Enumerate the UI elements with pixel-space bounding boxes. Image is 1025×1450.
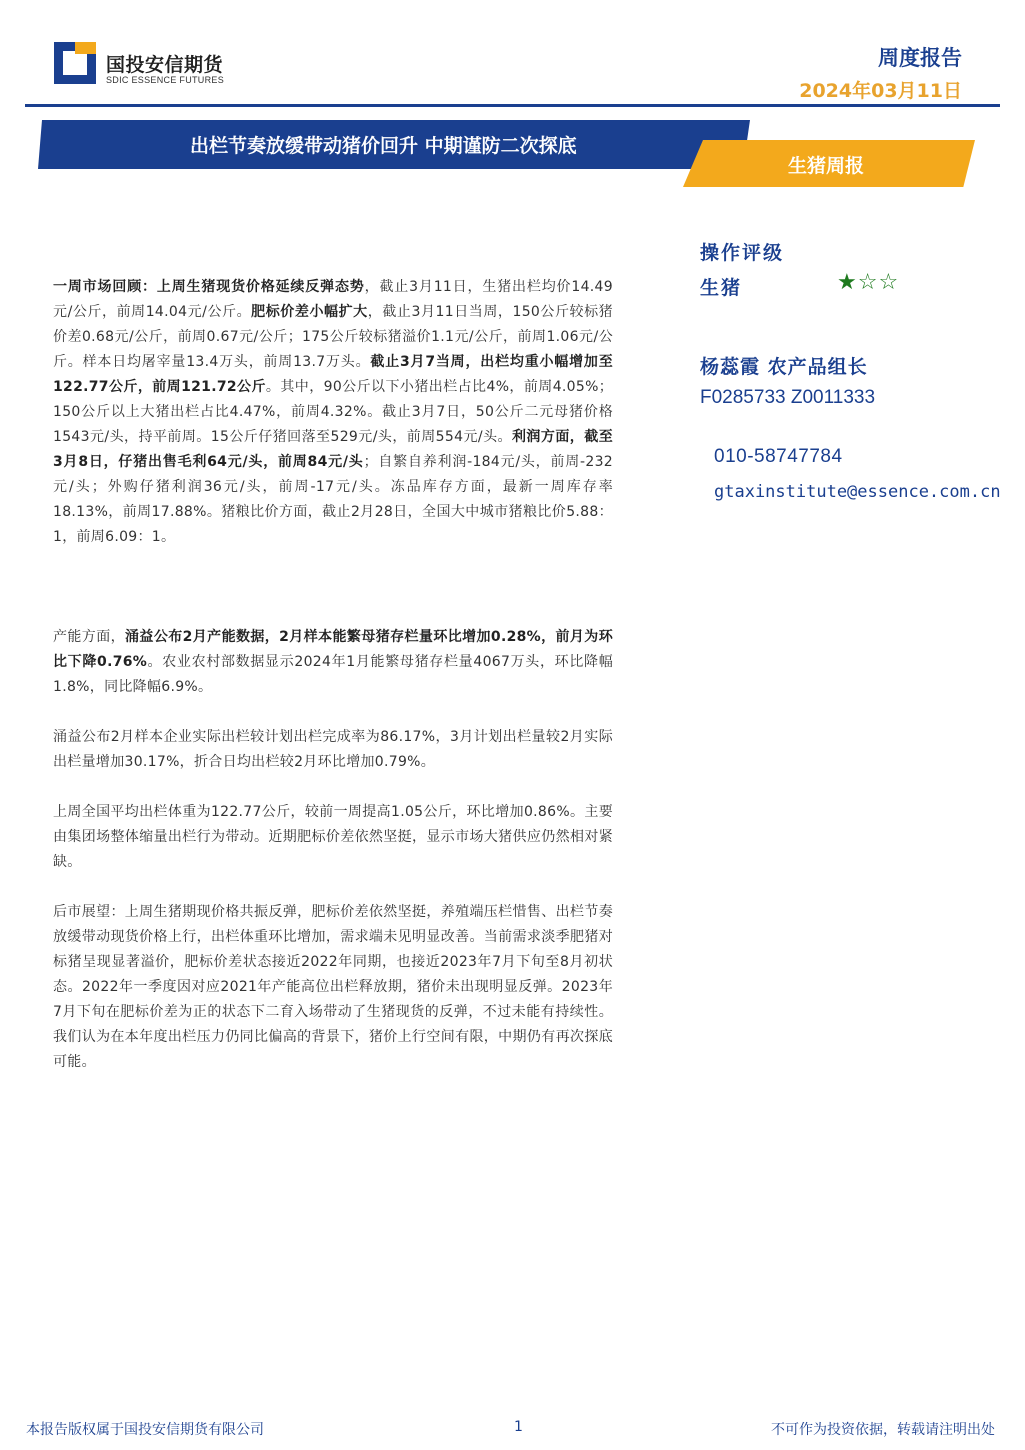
p1-bold-4: 利润方面，截至3月8日，仔猪出售毛利64元/头，前周84元/头 — [53, 429, 613, 470]
rating-item-label: 生猪 — [700, 277, 743, 299]
paragraph-slaughter-plan: 涌益公布2月样本企业实际出栏较计划出栏完成率为86.17%，3月计划出栏量较2月实际出栏量增加30.17%，折合日均出栏较2月环比增加0.79%。 — [53, 729, 613, 770]
rating-heading: 操作评级 — [700, 242, 785, 264]
p1-text-3: 。其中，90公斤以下小猪出栏占比4%，前周4.05%；150公斤以上大猪出栏占比4.47%，前周4.32%。截止3月7日，50公斤二元母猪价格1543元/头，持平前周。15公斤仔猪回落至529元/头，前周554元/头。 — [53, 379, 613, 445]
paragraph-outlook: 后市展望：上周生猪期现价格共振反弹，肥标价差依然坚挺，养殖端压栏惜售、出栏节奏放缓带动现货价格上行，出栏体重环比增加，需求端未见明显改善。当前需求淡季肥猪对标猪呈现显著溢价，肥标价差状态接近2022年同期，也接近2023年7月下旬至8月初状态。2022年一季度因对应2021年产能高位出栏释放期，猪价未出现明显反弹。2023年7月下旬在肥标价差为正的状态下二育入场带动了生猪现货的反弹，不过未能有持续性。我们认为在本年度出栏压力仍同比偏高的背景下，猪价上行空间有限，中期仍有再次探底可能。 — [53, 904, 613, 1070]
footer-disclaimer: 不可作为投资依据，转载请注明出处 — [771, 1422, 995, 1438]
p1-text-4: ；自繁自养利润-184元/头，前周-232元/头；外购仔猪利润36元/头，前周-17元/头。冻品库存方面，最新一周库存率18.13%，前周17.88%。猪粮比价方面，截止2月28日，全国大中城市猪粮比价5.88：1，前周6.09：1。 — [53, 454, 613, 545]
logo-mark-icon — [54, 42, 96, 84]
report-date: 2024年03月11日 — [799, 80, 962, 102]
p1-bold-2: 肥标价差小幅扩大 — [251, 304, 368, 320]
p1-bold-1: 一周市场回顾：上周生猪现货价格延续反弹态势 — [53, 279, 365, 295]
paragraph-weight: 上周全国平均出栏体重为122.77公斤，较前一周提高1.05公斤，环比增加0.86%。主要由集团场整体缩量出栏行为带动。近期肥标价差依然坚挺，显示市场大猪供应仍然相对紧缺。 — [53, 804, 613, 870]
paragraph-capacity — [53, 625, 613, 700]
p1-text-1: ，截止3月11日，生猪出栏均价14.49元/公斤，前周14.04元/公斤。 — [53, 279, 613, 320]
p1-text-2: ，截止3月11日当周，150公斤较标猪价差0.68元/公斤，前周0.67元/公斤；175公斤较标猪溢价1.1元/公斤，前周1.06元/公斤。样本日均屠宰量13.4万头，前周13.7万头。 — [53, 304, 613, 370]
analyst-name: 杨蕊霞 农产品组长 — [700, 356, 868, 378]
header-divider — [25, 104, 1000, 107]
rating-stars-icon: ★☆☆ — [837, 270, 900, 295]
paragraph-market-review — [53, 275, 613, 550]
logo-chinese-text: 国投安信期货 — [106, 54, 224, 76]
analyst-email[interactable]: gtaxinstitute@essence.com.cn — [714, 482, 1001, 502]
report-title: 出栏节奏放缓带动猪价回升 中期谨防二次探底 — [190, 135, 577, 157]
logo-english-text: SDIC ESSENCE FUTURES — [106, 75, 225, 85]
p2-bold-1: 涌益公布2月产能数据，2月样本能繁母猪存栏量环比增加0.28%，前月为环比下降0.76% — [53, 629, 614, 670]
company-logo — [54, 42, 254, 90]
p2-text-1: 产能方面， — [53, 629, 126, 645]
p1-bold-3: 截止3月7当周，出栏均重小幅增加至122.77公斤，前周121.72公斤 — [53, 354, 614, 395]
report-type: 周度报告 — [878, 46, 962, 70]
analyst-phone: 010-58747784 — [714, 446, 843, 467]
page-number: 1 — [514, 1419, 523, 1435]
footer-copyright: 本报告版权属于国投安信期货有限公司 — [26, 1422, 264, 1438]
analyst-license: F0285733 Z0011333 — [700, 387, 876, 408]
category-tag-label: 生猪周报 — [788, 155, 865, 177]
p2-text-2: 。农业农村部数据显示2024年1月能繁母猪存栏量4067万头，环比降幅1.8%，同比降幅6.9%。 — [53, 654, 613, 695]
